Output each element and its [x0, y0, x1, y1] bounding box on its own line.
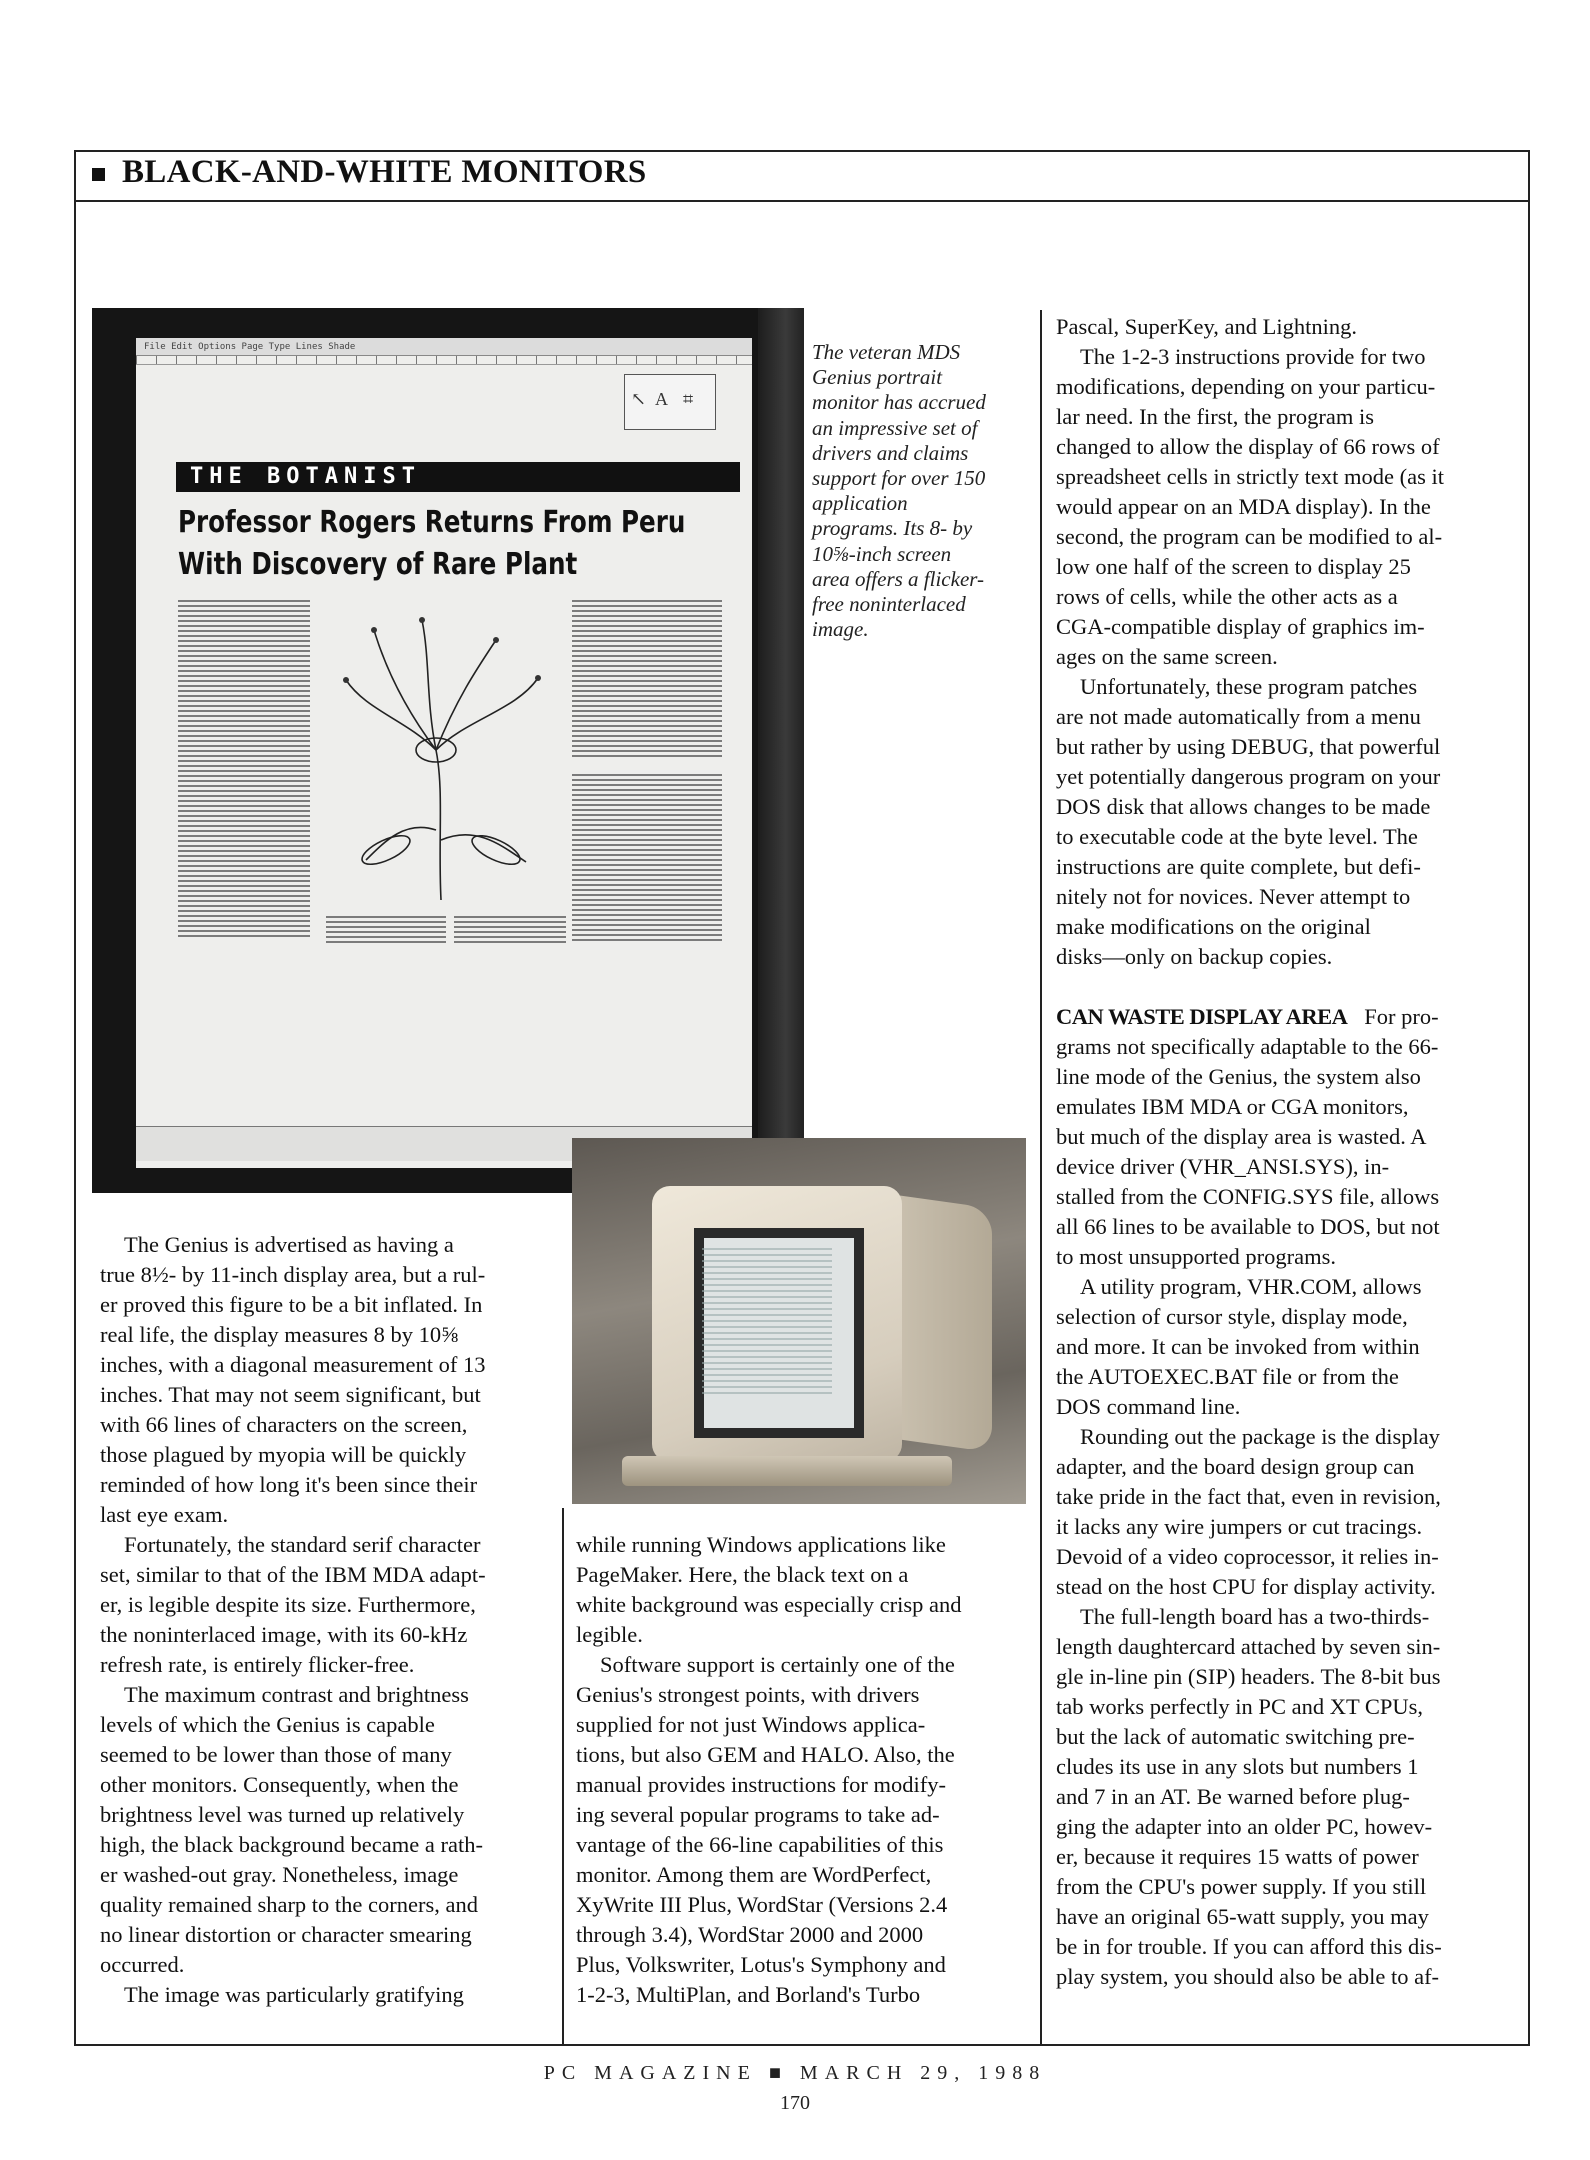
text-line: quality remained sharp to the corners, and: [100, 1892, 478, 1917]
genius-screen-photo: [92, 308, 804, 1193]
text-line: are not made automatically from a menu: [1056, 704, 1421, 729]
text-column-left: [178, 600, 310, 940]
caption-line: monitor has accrued: [812, 390, 986, 415]
caption-line: programs. Its 8- by: [812, 516, 973, 541]
text-line: cludes its use in any slots but numbers 1: [1056, 1754, 1419, 1779]
subhead-line: [1056, 1002, 1512, 1032]
newsletter-nameplate: THE BOTANIST: [176, 462, 740, 492]
screen-ruler: [136, 356, 752, 365]
crop-tool-icon: ⌗: [683, 389, 694, 409]
monitor-screen: [136, 338, 752, 1168]
subhead: CAN WASTE DISPLAY AREA: [1056, 1004, 1348, 1029]
caption-line: free noninterlaced: [812, 592, 966, 617]
text-line: all 66 lines to be available to DOS, but not: [1056, 1214, 1440, 1239]
magazine-footer: PC MAGAZINE ■ MARCH 29, 1988: [543, 2062, 1047, 2084]
text-line: occurred.: [100, 1952, 185, 1977]
caption-line: 10⅝-inch screen: [812, 541, 952, 566]
text-line: the AUTOEXEC.BAT file or from the: [1056, 1364, 1399, 1389]
text-line: The image was particularly gratifying: [124, 1982, 464, 2007]
caption-line: The veteran MDS: [812, 340, 961, 364]
text-line: Genius's strongest points, with drivers: [576, 1682, 920, 1707]
text-line: length daughtercard attached by seven sin-: [1056, 1634, 1441, 1659]
text-line: to executable code at the byte level. The: [1056, 824, 1418, 849]
text-line: it lacks any wire jumpers or cut tracings.: [1056, 1514, 1423, 1539]
text-column-mid-b: [454, 916, 566, 946]
pointer-icon: ↖: [631, 389, 647, 409]
text-line: the noninterlaced image, with its 60-kHz: [100, 1622, 468, 1647]
text-line: The Genius is advertised as having a: [124, 1232, 454, 1257]
botanical-illustration: [326, 600, 556, 910]
text-line: levels of which the Genius is capable: [100, 1712, 435, 1737]
text-line: make modifications on the original: [1056, 914, 1371, 939]
text-line: through 3.4), WordStar 2000 and 2000: [576, 1922, 924, 1947]
text-line: set, similar to that of the IBM MDA adapt-: [100, 1562, 486, 1587]
text-line: have an original 65-watt supply, you may: [1056, 1904, 1429, 1929]
text-line: no linear distortion or character smearing: [100, 1922, 472, 1947]
text-line: modifications, depending on your particu-: [1056, 374, 1436, 399]
text-line: ging the adapter into an older PC, howev-: [1056, 1814, 1433, 1839]
text-line: be in for trouble. If you can afford this dis-: [1056, 1934, 1442, 1959]
caption-line: image.: [812, 617, 869, 642]
text-line: Unfortunately, these program patches: [1080, 674, 1418, 699]
text-line: white background was especially crisp and: [576, 1592, 962, 1617]
newsletter-headline: [178, 502, 686, 586]
text-line: to most unsupported programs.: [1056, 1244, 1336, 1269]
text-column-right-bottom: [572, 774, 722, 944]
text-line: Devoid of a video coprocessor, it relies in-: [1056, 1544, 1439, 1569]
caption-line: support for over 150: [812, 466, 986, 491]
text-line: last eye exam.: [100, 1502, 229, 1527]
text-line: brightness level was turned up relatively: [100, 1802, 465, 1827]
text-line: A utility program, VHR.COM, allows: [1080, 1274, 1422, 1299]
text-line: Software support is certainly one of the: [600, 1652, 955, 1677]
caption-line: Genius portrait: [812, 365, 943, 390]
text-line: Fortunately, the standard serif character: [124, 1532, 481, 1557]
text-line: yet potentially dangerous program on your: [1056, 764, 1441, 789]
text-line: er proved this figure to be a bit inflated. In: [100, 1292, 483, 1317]
text-line: Pascal, SuperKey, and Lightning.: [1056, 314, 1357, 339]
caption-line: area offers a flicker-: [812, 566, 985, 591]
text-line: vantage of the 66-line capabilities of this: [576, 1832, 944, 1857]
text-line: manual provides instructions for modify-: [576, 1772, 946, 1797]
text-line: and more. It can be invoked from within: [1056, 1334, 1420, 1359]
text-line: with 66 lines of characters on the screen,: [100, 1412, 468, 1437]
caption-line: drivers and claims: [812, 440, 969, 465]
monitor-bezel: [758, 308, 804, 1193]
monitor-base: [622, 1456, 952, 1486]
text-line: those plagued by myopia will be quickly: [100, 1442, 467, 1467]
text-line: would appear on an MDA display). In the: [1056, 494, 1431, 519]
text-line: er, because it requires 15 watts of power: [1056, 1844, 1419, 1869]
text-line: real life, the display measures 8 by 10⅝: [100, 1322, 459, 1347]
text-line: instructions are quite complete, but defi-: [1056, 854, 1421, 879]
headline-line-1: Professor Rogers Returns From Peru: [178, 505, 686, 540]
bullet-square-icon: [92, 168, 105, 181]
text-line: Plus, Volkswriter, Lotus's Symphony and: [576, 1952, 946, 1977]
text-column-right-top: [572, 600, 722, 760]
page-number: 170: [780, 2092, 810, 2114]
text-line: but rather by using DEBUG, that powerful: [1056, 734, 1441, 759]
text-line: adapter, and the board design group can: [1056, 1454, 1415, 1479]
text-line: rows of cells, while the other acts as a: [1056, 584, 1398, 609]
text-line: high, the black background became a rath-: [100, 1832, 483, 1857]
text-line: second, the program can be modified to al-: [1056, 524, 1443, 549]
text-line: while running Windows applications like: [576, 1532, 946, 1557]
text-line: take pride in the fact that, even in revision,: [1056, 1484, 1441, 1509]
text-line: The maximum contrast and brightness: [124, 1682, 469, 1707]
text-line: spreadsheet cells in strictly text mode (as it: [1056, 464, 1445, 489]
text-line: The full-length board has a two-thirds-: [1080, 1604, 1430, 1629]
genius-monitor-photo: [572, 1138, 1026, 1504]
caption-line: application: [812, 491, 908, 516]
text-line: nitely not for novices. Never attempt to: [1056, 884, 1411, 909]
text-line: CGA-compatible display of graphics im-: [1056, 614, 1425, 639]
text-line: grams not specifically adaptable to the 66-: [1056, 1034, 1439, 1059]
text-line: stead on the host CPU for display activity.: [1056, 1574, 1436, 1599]
text-line: er washed-out gray. Nonetheless, image: [100, 1862, 459, 1887]
screen-menubar: File Edit Options Page Type Lines Shade: [136, 338, 752, 356]
column-divider: [562, 1508, 564, 2046]
text-line: ing several popular programs to take ad-: [576, 1802, 940, 1827]
text-line: low one half of the screen to display 25: [1056, 554, 1411, 579]
text-line: inches, with a diagonal measurement of 13: [100, 1352, 486, 1377]
blank-line: [1056, 972, 1512, 1002]
text-line: 1-2-3, MultiPlan, and Borland's Turbo: [576, 1982, 921, 2007]
text-column-mid-a: [326, 916, 446, 946]
text-line: The 1-2-3 instructions provide for two: [1080, 344, 1426, 369]
text-line: emulates IBM MDA or CGA monitors,: [1056, 1094, 1409, 1119]
text-line: XyWrite III Plus, WordStar (Versions 2.4: [576, 1892, 948, 1917]
text-line: Rounding out the package is the display: [1080, 1424, 1440, 1449]
text-line: play system, you should also be able to af-: [1056, 1964, 1440, 1989]
text-line: supplied for not just Windows applica-: [576, 1712, 926, 1737]
text-line: er, is legible despite its size. Furthermore,: [100, 1592, 476, 1617]
text-line: true 8½- by 11-inch display area, but a rul-: [100, 1262, 486, 1287]
headline-line-2: With Discovery of Rare Plant: [178, 547, 578, 582]
text-line: tions, but also GEM and HALO. Also, the: [576, 1742, 955, 1767]
text-line: tab works perfectly in PC and XT CPUs,: [1056, 1694, 1424, 1719]
caption-line: an impressive set of: [812, 415, 978, 440]
text-line: DOS disk that allows changes to be made: [1056, 794, 1431, 819]
text-line: selection of cursor style, display mode,: [1056, 1304, 1408, 1329]
text-line: gle in-line pin (SIP) headers. The 8-bit bus: [1056, 1664, 1441, 1689]
text-line: stalled from the CONFIG.SYS file, allows: [1056, 1184, 1440, 1209]
text-line: lar need. In the first, the program is: [1056, 404, 1375, 429]
text-tool-icon: A: [655, 389, 668, 409]
text-line: changed to allow the display of 66 rows of: [1056, 434, 1440, 459]
text-line: disks—only on backup copies.: [1056, 944, 1333, 969]
text-line: DOS command line.: [1056, 1394, 1241, 1419]
section-title: BLACK-AND-WHITE MONITORS: [122, 154, 647, 190]
section-header: [74, 150, 1530, 202]
text-line: reminded of how long it's been since their: [100, 1472, 478, 1497]
text-line: ages on the same screen.: [1056, 644, 1278, 669]
text-line: but much of the display area is wasted. A: [1056, 1124, 1427, 1149]
text-line: PageMaker. Here, the black text on a: [576, 1562, 909, 1587]
subhead-run: For pro-: [1364, 1004, 1439, 1029]
text-line: monitor. Among them are WordPerfect,: [576, 1862, 932, 1887]
column-divider: [1040, 310, 1042, 2046]
text-line: legible.: [576, 1622, 643, 1647]
text-line: device driver (VHR_ANSI.SYS), in-: [1056, 1154, 1390, 1179]
text-line: refresh rate, is entirely flicker-free.: [100, 1652, 415, 1677]
article-column-2: [576, 1530, 1028, 2010]
text-line: other monitors. Consequently, when the: [100, 1772, 459, 1797]
article-column-3: [1056, 312, 1512, 1992]
text-line: inches. That may not seem significant, but: [100, 1382, 481, 1407]
monitor-display-content: [702, 1248, 832, 1398]
toolbox-palette: [624, 374, 716, 430]
text-line: and 7 in an AT. Be warned before plug-: [1056, 1784, 1410, 1809]
text-line: but the lack of automatic switching pre-: [1056, 1724, 1415, 1749]
text-line: line mode of the Genius, the system also: [1056, 1064, 1421, 1089]
text-line: from the CPU's power supply. If you still: [1056, 1874, 1427, 1899]
photo-caption: [812, 340, 1018, 642]
article-column-1: [100, 1230, 548, 2010]
text-line: seemed to be lower than those of many: [100, 1742, 452, 1767]
